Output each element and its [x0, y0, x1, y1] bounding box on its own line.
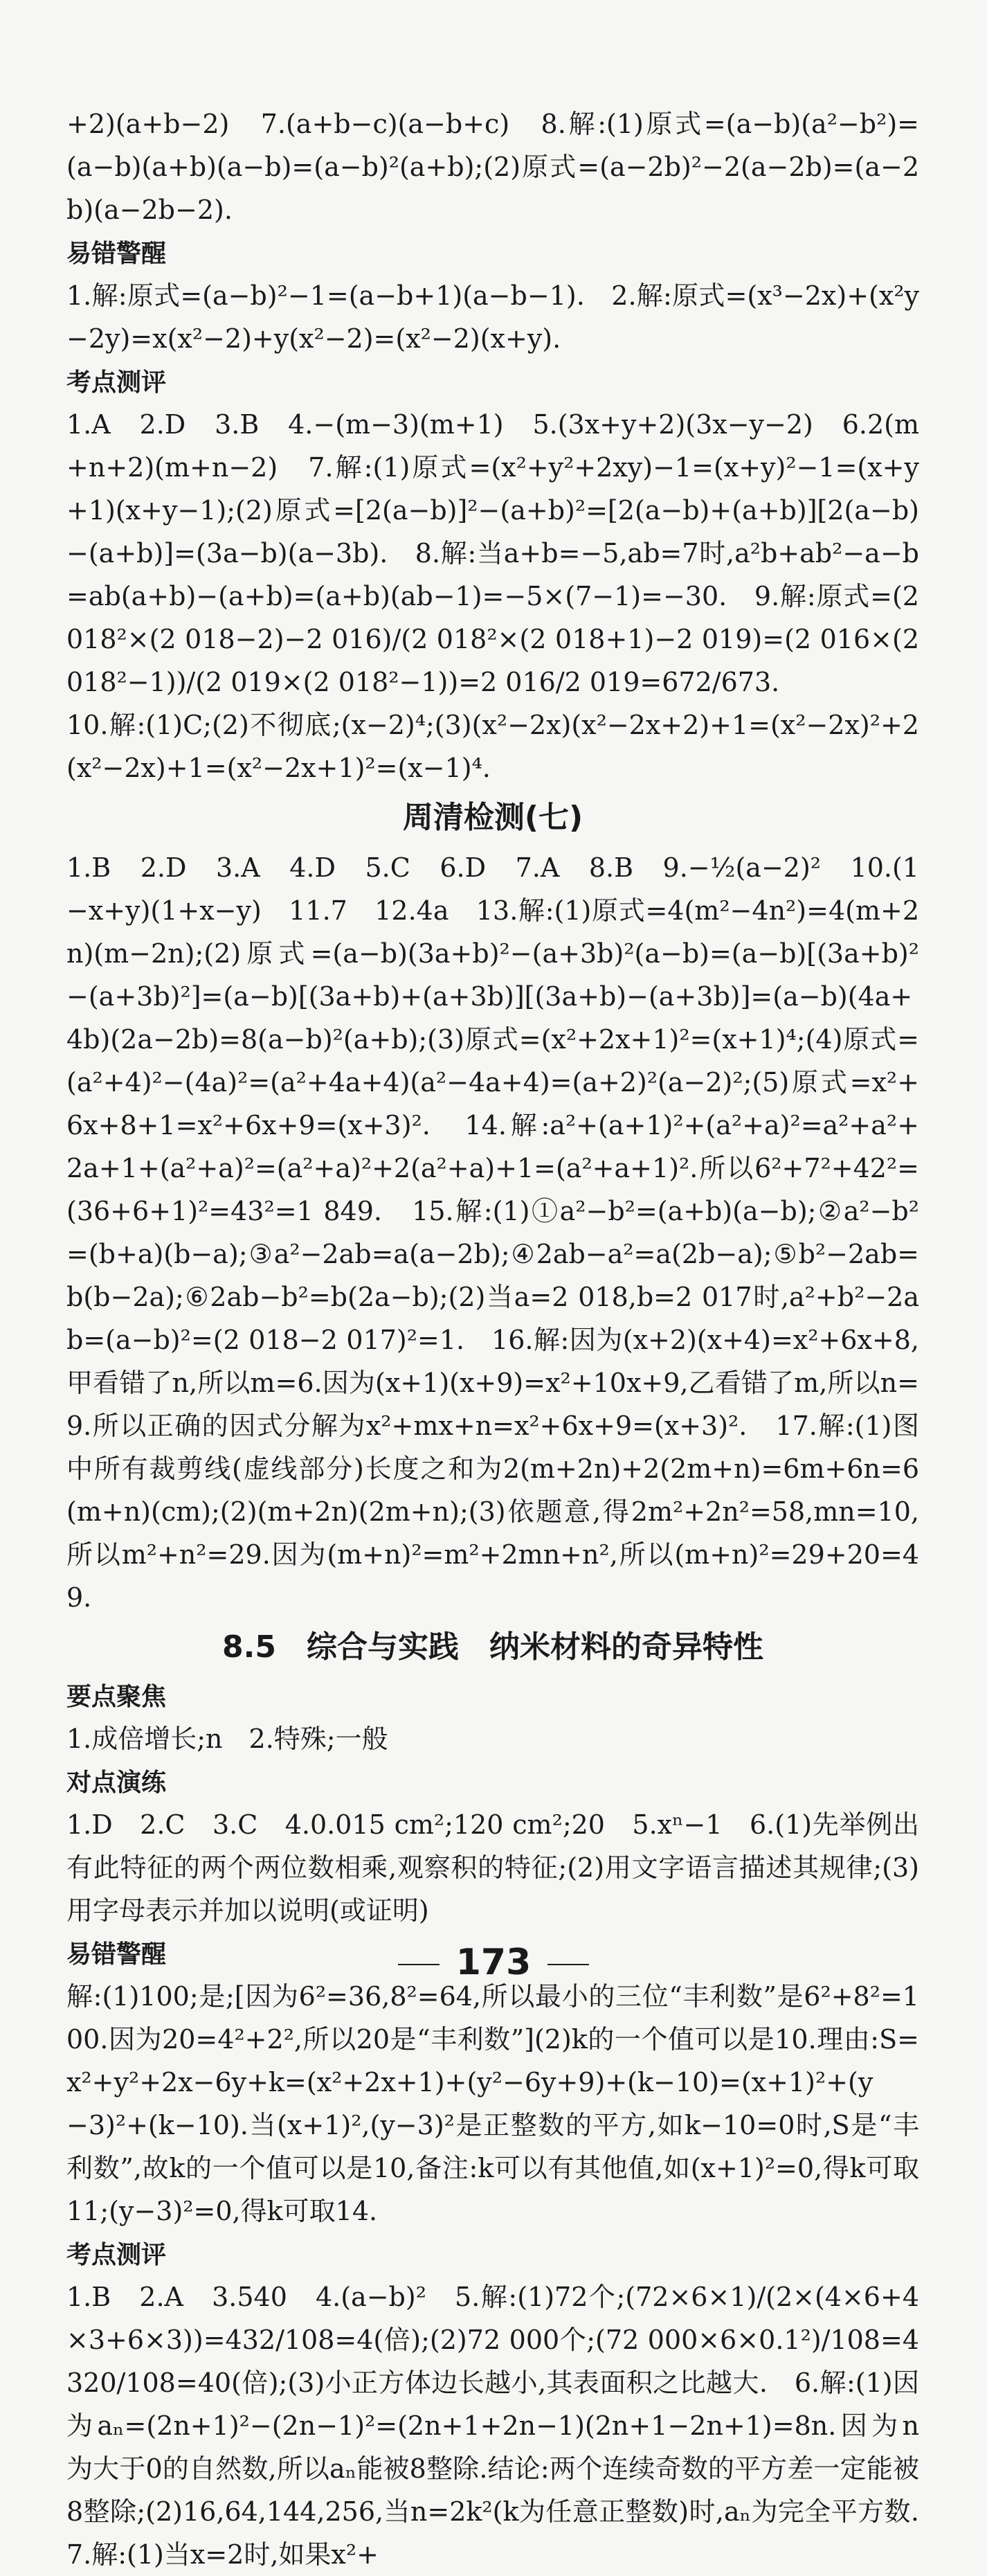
section-title-8-5: 8.5 综合与实践 纳米材料的奇异特性 [222, 1629, 763, 1665]
section-heading-key-points: 要点聚焦 [66, 1683, 167, 1711]
answer-content [66, 102, 946, 2576]
answer-paragraph-q10: 10.解:(1)C;(2)不彻底;(x−2)⁴;(3)(x²−2x)(x²−2x+2)+1=(x²−2x)²+2(x²−2x)+1=(x²−2x+1)²=(x−1)⁴. [66, 710, 919, 783]
left-dash [398, 1964, 440, 1965]
answer-paragraph-practice: 1.D 2.C 3.C 4.0.015 cm²;120 cm²;20 5.xⁿ−1 6.(1)先举例出有此特征的两个两位数相乘,观察积的特征;(2)用文字语言描述其规律;(3)用字母表示并加以说明(或证明) [66, 1809, 919, 1926]
answer-paragraph-continued: +2)(a+b−2) 7.(a+b−c)(a−b+c) 8.解:(1)原式=(a−b)(a²−b²)=(a−b)(a+b)(a−b)=(a−b)²(a+b);(2)原式=(a−2b)²−2(a−2b)=(a−2b)(a−2b−2). [66, 109, 919, 225]
answer-paragraph-common-errors-2: 解:(1)100;是;[因为6²=36,8²=64,所以最小的三位“丰利数”是6²+8²=100.因为20=4²+2²,所以20是“丰利数”](2)k的一个值可以是10.理由:S=x²+y²+2x−6y+k=(x²+2x+1)+(y²−6y+9)+(k−10)=(x+1)²+(y−3)²+(k−10).当(x+1)²,(y−3)²是正整数的平方,如k−10=0时,S是“丰利数”,故k的一个值可以是10,备注:k可以有其他值,如(x+1)²=0,得k可取11;(y−3)²=0,得k可取14. [66, 1981, 919, 2226]
section-heading-common-errors-2: 易错警醒 [66, 1940, 167, 1969]
section-heading-exam-points: 考点测评 [66, 368, 167, 397]
answer-paragraph-key-points: 1.成倍增长;n 2.特殊;一般 [66, 1724, 388, 1754]
answer-paragraph-weekly-test: 1.B 2.D 3.A 4.D 5.C 6.D 7.A 8.B 9.−½(a−2)² 10.(1−x+y)(1+x−y) 11.7 12.4a 13.解:(1)原式=4(m²−4n²)=4(m+2n)(m−2n);(2)原式=(a−b)(3a+b)²−(a+3b)²(a−b)=(a−b)[(3a+b)²−(a+3b)²]=(a−b)[(3a+b)+(a+3b)][(3a+b)−(a+3b)]=(a−b)(4a+4b)(2a−2b)=8(a−b)²(a+b);(3)原式=(x²+2x+1)²=(x+1)⁴;(4)原式=(a²+4)²−(4a)²=(a²+4a+4)(a²−4a+4)=(a+2)²(a−2)²;(5)原式=x²+6x+8+1=x²+6x+9=(x+3)². 14.解:a²+(a+1)²+(a²+a)²=a²+a²+2a+1+(a²+a)²=(a²+a)²+2(a²+a)+1=(a²+a+1)².所以6²+7²+42²=(36+6+1)²=43²=1 849. 15.解:(1)①a²−b²=(a+b)(a−b);②a²−b²=(b+a)(b−a);③a²−2ab=a(a−2b);④2ab−a²=a(2b−a);⑤b²−2ab=b(b−2a);⑥2ab−b²=b(2a−b);(2)当a=2 018,b=2 017时,a²+b²−2ab=(a−b)²=(2 018−2 017)²=1. 16.解:因为(x+2)(x+4)=x²+6x+8,甲看错了n,所以m=6.因为(x+1)(x+9)=x²+10x+9,乙看错了m,所以n=9.所以正确的因式分解为x²+mx+n=x²+6x+9=(x+3)². 17.解:(1)图中所有裁剪线(虚线部分)长度之和为2(m+2n)+2(2m+n)=6m+6n=6(m+n)(cm);(2)(m+2n)(2m+n);(3)依题意,得2m²+2n²=58,mn=10,所以m²+n²=29.因为(m+n)²=m²+2mn+n²,所以(m+n)²=29+20=49. [66, 852, 919, 1613]
section-title-weekly-test: 周清检测(七) [402, 800, 583, 835]
section-heading-common-errors: 易错警醒 [66, 240, 167, 268]
right-dash [547, 1964, 589, 1965]
answer-paragraph-exam-points-2: 1.B 2.A 3.540 4.(a−b)² 5.解:(1)72个;(72×6×1)/(2×(4×6+4×3+6×3))=432/108=4(倍);(2)72 000个;(72 000×6×0.1²)/108=4 320/108=40(倍);(3)小正方体边长越小,其表面积之比越大. 6.解:(1)因为aₙ=(2n+1)²−(2n−1)²=(2n+1+2n−1)(2n+1−2n+1)=8n.因为n为大于0的自然数,所以aₙ能被8整除.结论:两个连续奇数的平方差一定能被8整除;(2)16,64,144,256,当n=2k²(k为任意正整数)时,aₙ为完全平方数. 7.解:(1)当x=2时,如果x²+ [66, 2282, 946, 2570]
answer-paragraph-exam-points: 1.A 2.D 3.B 4.−(m−3)(m+1) 5.(3x+y+2)(3x−y−2) 6.2(m+n+2)(m+n−2) 7.解:(1)原式=(x²+y²+2xy)−1=(x+y)²−1=(x+y+1)(x+y−1);(2)原式=[2(a−b)]²−(a+b)²=[2(a−b)+(a+b)][2(a−b)−(a+b)]=(3a−b)(a−3b). 8.解:当a+b=−5,ab=7时,a²b+ab²−a−b=ab(a+b)−(a+b)=(a+b)(ab−1)=−5×(7−1)=−30. 9.解:原式=(2 018²×(2 018−2)−2 016)/(2 018²×(2 018+1)−2 019)=(2 016×(2 018²−1))/(2 019×(2 018²−1))=2 016/2 019=672/673. [66, 409, 919, 697]
section-heading-practice: 对点演练 [66, 1769, 167, 1797]
section-heading-exam-points-2: 考点测评 [66, 2241, 167, 2269]
page-number: 173 [455, 1942, 532, 1983]
answer-paragraph-common-errors: 1.解:原式=(a−b)²−1=(a−b+1)(a−b−1). 2.解:原式=(x³−2x)+(x²y−2y)=x(x²−2)+y(x²−2)=(x²−2)(x+y). [66, 280, 919, 354]
page-number-footer [0, 1942, 987, 1983]
